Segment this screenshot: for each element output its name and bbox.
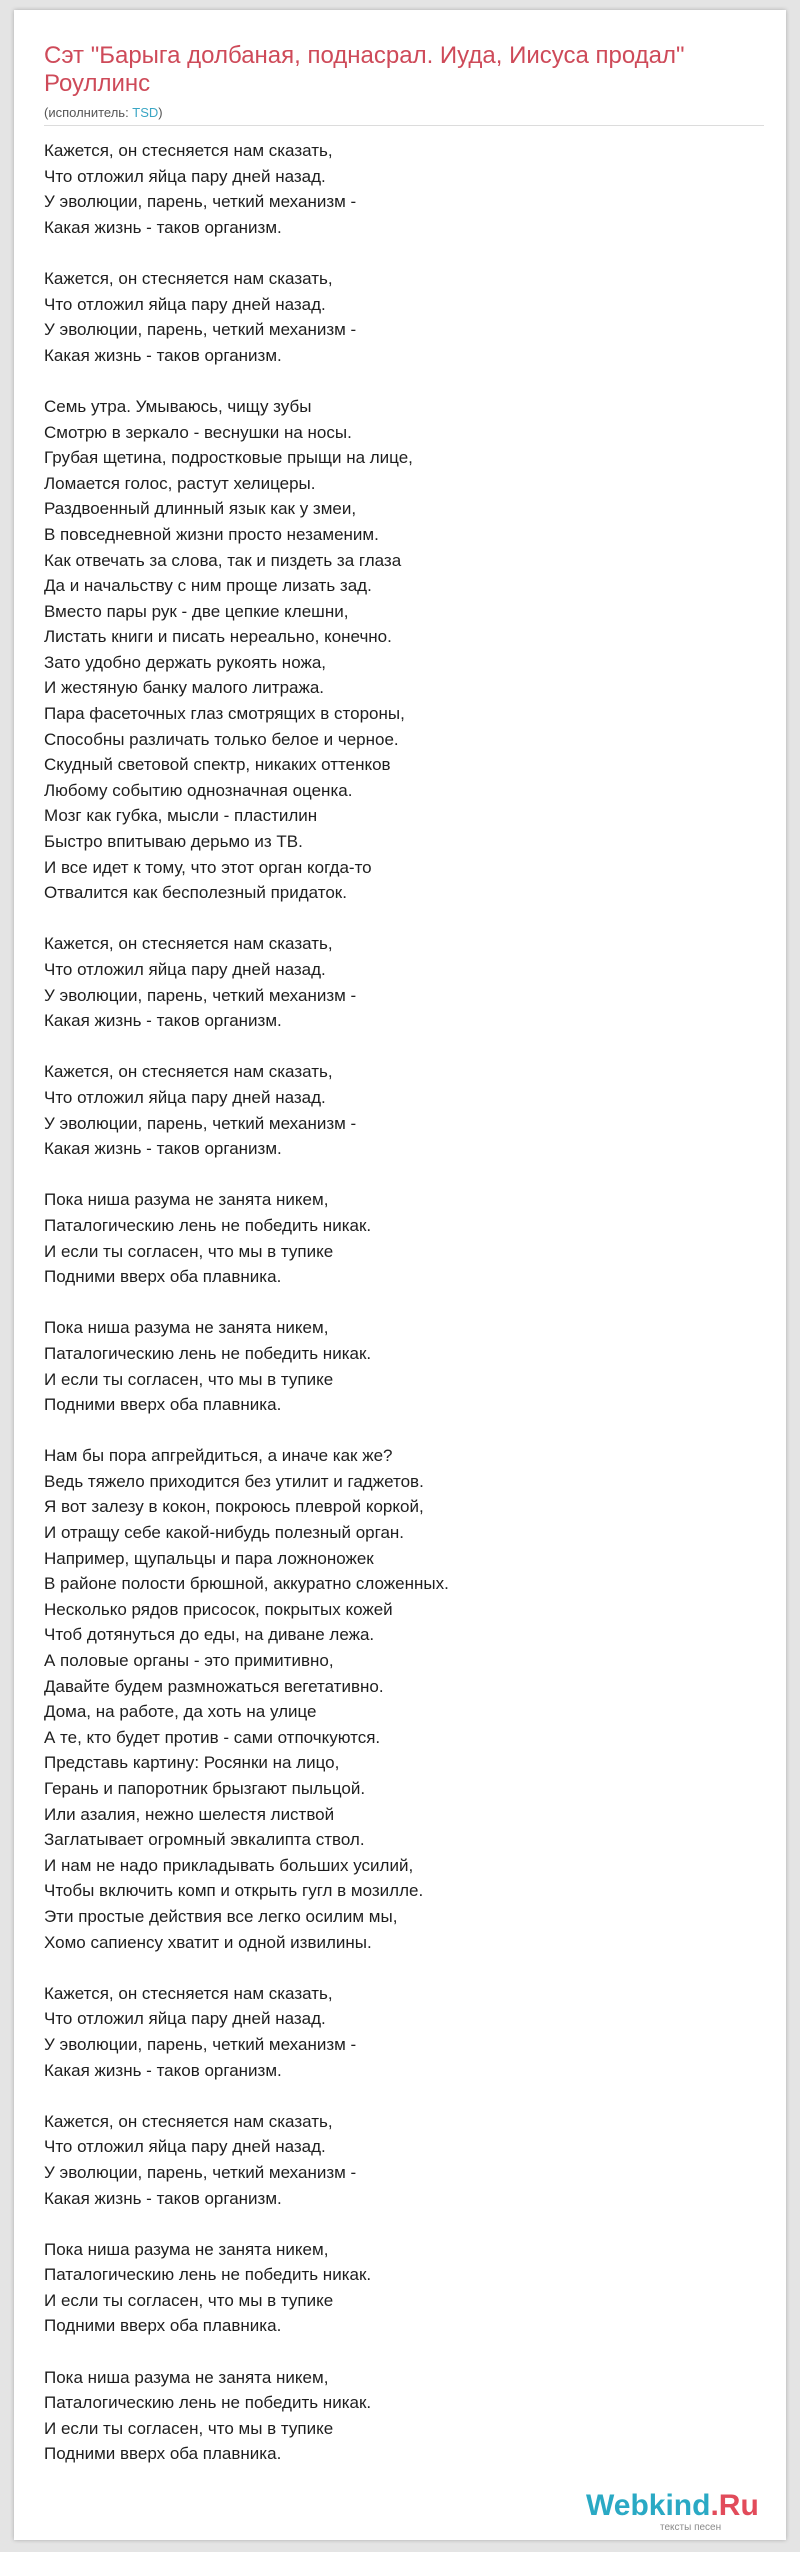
lyrics-line: Эти простые действия все легко осилим мы,	[44, 1906, 398, 1926]
lyrics-line: У эволюции, парень, четкий механизм -	[44, 985, 357, 1005]
lyrics-line: Раздвоенный длинный язык как у змеи,	[44, 499, 357, 519]
lyrics-line: А те, кто будет против - сами отпочкуются.	[44, 1727, 381, 1747]
lyrics-line: Ломается голос, растут хелицеры.	[44, 473, 316, 493]
performer-line	[44, 105, 163, 121]
lyrics-line: Какая жизнь - таков организм.	[44, 217, 282, 237]
lyrics-line: Чтоб дотянуться до еды, на диване лежа.	[44, 1625, 375, 1645]
lyrics-stanza	[44, 2237, 764, 2339]
lyrics-line: Несколько рядов присосок, покрытых кожей	[44, 1599, 393, 1619]
lyrics-line: У эволюции, парень, четкий механизм -	[44, 320, 357, 340]
lyrics-line: Какая жизнь - таков организм.	[44, 345, 282, 365]
lyrics-line: И отращу себе какой-нибудь полезный орган.	[44, 1523, 405, 1543]
lyrics-stanza	[44, 138, 764, 240]
logo-domain: .Ru	[710, 2489, 759, 2522]
lyrics-line: Пара фасеточных глаз смотрящих в стороны,	[44, 704, 405, 724]
lyrics-line: Что отложил яйца пару дней назад.	[44, 960, 326, 979]
lyrics-stanza	[44, 1443, 764, 1955]
lyrics-line: Дома, на работе, да хоть на улице	[44, 1702, 317, 1722]
lyrics-stanza	[44, 2365, 764, 2467]
lyrics-line: Герань и папоротник брызгают пыльцой.	[44, 1779, 366, 1798]
lyrics-line: У эволюции, парень, четкий механизм -	[44, 2034, 357, 2054]
lyrics-line: Кажется, он стесняется нам сказать,	[44, 141, 333, 160]
lyrics-stanza	[44, 1981, 764, 2083]
lyrics-line: Паталогическию лень не победить никак.	[44, 2393, 372, 2413]
lyrics-line: Паталогическию лень не победить никак.	[44, 2265, 372, 2285]
lyrics-line: Или азалия, нежно шелестя листвой	[44, 1804, 335, 1824]
lyrics-line: Какая жизнь - таков организм.	[44, 2188, 282, 2208]
lyrics-stanza	[44, 1315, 764, 1417]
lyrics-line: Скудный световой спектр, никаких оттенков	[44, 755, 391, 775]
lyrics-line: В районе полости брюшной, аккуратно сложенных.	[44, 1574, 449, 1594]
lyrics-line: Пока ниша разума не занята никем,	[44, 1318, 329, 1338]
lyrics-line: Способны различать только белое и черное.	[44, 729, 399, 749]
lyrics-line: В повседневной жизни просто незаменим.	[44, 524, 379, 544]
lyrics-stanza	[44, 931, 764, 1033]
lyrics-line: А половые органы - это примитивно,	[44, 1651, 334, 1671]
lyrics-line: Какая жизнь - таков организм.	[44, 1011, 282, 1031]
lyrics-line: Например, щупальцы и пара ложноножек	[44, 1548, 374, 1568]
lyrics-line: Я вот залезу в кокон, покроюсь плеврой коркой,	[44, 1497, 424, 1517]
lyrics-line: Кажется, он стесняется нам сказать,	[44, 2111, 333, 2131]
lyrics-line: Что отложил яйца пару дней назад.	[44, 2009, 326, 2029]
lyrics-stanza	[44, 1059, 764, 1161]
lyrics-line: Подними вверх оба плавника.	[44, 2316, 282, 2336]
lyrics-line: Что отложил яйца пару дней назад.	[44, 294, 326, 314]
lyrics-line: И жестяную банку малого литража.	[44, 678, 325, 698]
title-divider	[44, 125, 764, 126]
lyrics-line: Чтобы включить комп и открыть гугл в мозилле.	[44, 1881, 424, 1901]
lyrics-line: Кажется, он стесняется нам сказать,	[44, 1062, 333, 1082]
lyrics-line: Какая жизнь - таков организм.	[44, 2060, 282, 2080]
performer-suffix: )	[158, 105, 163, 120]
lyrics-line: У эволюции, парень, четкий механизм -	[44, 192, 357, 212]
performer-prefix: (исполнитель:	[44, 105, 133, 120]
lyrics-line: Листать книги и писать нереально, конечно.	[44, 627, 392, 647]
lyrics-line: Кажется, он стесняется нам сказать,	[44, 268, 333, 288]
lyrics-line: Подними вверх оба плавника.	[44, 2444, 282, 2464]
lyrics-line: Кажется, он стесняется нам сказать,	[44, 934, 333, 954]
lyrics-line: Давайте будем размножаться вегетативно.	[44, 1676, 384, 1696]
lyrics-page	[14, 10, 786, 2540]
logo-tagline: тексты песен	[660, 2522, 722, 2533]
webkind-logo[interactable]	[586, 2488, 786, 2538]
lyrics-line: Как отвечать за слова, так и пиздеть за глаза	[44, 550, 402, 570]
lyrics-line: Заглатывает огромный эвкалипта ствол.	[44, 1830, 365, 1850]
lyrics-line: Смотрю в зеркало - веснушки на носы.	[44, 422, 352, 442]
lyrics-line: Ведь тяжело приходится без утилит и гаджетов.	[44, 1471, 424, 1491]
lyrics-text	[44, 138, 764, 2493]
lyrics-line: Семь утра. Умываюсь, чищу зубы	[44, 396, 312, 416]
lyrics-line: И если ты согласен, что мы в тупике	[44, 2418, 334, 2438]
lyrics-line: Мозг как губка, мысли - пластилин	[44, 806, 318, 826]
lyrics-line: Грубая щетина, подростковые прыщи на лице,	[44, 448, 413, 468]
lyrics-line: Паталогическию лень не победить никак.	[44, 1343, 372, 1363]
logo-wordmark	[586, 2488, 759, 2524]
lyrics-line: И если ты согласен, что мы в тупике	[44, 1241, 334, 1261]
lyrics-line: Что отложил яйца пару дней назад.	[44, 1087, 326, 1107]
lyrics-line: Отвалится как бесполезный придаток.	[44, 883, 347, 903]
lyrics-line: Зато удобно держать рукоять ножа,	[44, 652, 327, 672]
lyrics-line: Пока ниша разума не занята никем,	[44, 1190, 329, 1210]
lyrics-line: Что отложил яйца пару дней назад.	[44, 166, 326, 186]
song-title: Сэт "Барыга долбаная, поднасрал. Иуда, Иисуса продал" Роуллинс	[44, 42, 685, 97]
lyrics-stanza	[44, 394, 764, 906]
lyrics-line: Что отложил яйца пару дней назад.	[44, 2137, 326, 2157]
lyrics-line: Подними вверх оба плавника.	[44, 1267, 282, 1287]
lyrics-stanza	[44, 2109, 764, 2211]
lyrics-line: Вместо пары рук - две цепкие клешни,	[44, 601, 349, 621]
lyrics-line: И если ты согласен, что мы в тупике	[44, 1369, 334, 1389]
lyrics-stanza	[44, 266, 764, 368]
lyrics-line: Любому событию однозначная оценка.	[44, 780, 353, 800]
lyrics-line: Представь картину: Росянки на лицо,	[44, 1753, 340, 1773]
logo-name: Webkind	[586, 2489, 711, 2522]
lyrics-line: Хомо сапиенсу хватит и одной извилины.	[44, 1932, 372, 1952]
lyrics-line: Быстро впитываю дерьмо из ТВ.	[44, 832, 303, 852]
lyrics-line: У эволюции, парень, четкий механизм -	[44, 2162, 357, 2182]
lyrics-line: Да и начальству с ним проще лизать зад.	[44, 576, 372, 596]
lyrics-line: Кажется, он стесняется нам сказать,	[44, 1983, 333, 2003]
lyrics-line: Нам бы пора апгрейдиться, а иначе как же?	[44, 1446, 393, 1466]
lyrics-stanza	[44, 1187, 764, 1289]
lyrics-line: Подними вверх оба плавника.	[44, 1395, 282, 1415]
lyrics-line: Паталогическию лень не победить никак.	[44, 1215, 372, 1235]
lyrics-line: И если ты согласен, что мы в тупике	[44, 2290, 334, 2310]
lyrics-line: И все идет к тому, что этот орган когда-то	[44, 857, 372, 877]
lyrics-line: Какая жизнь - таков организм.	[44, 1139, 282, 1159]
lyrics-line: Пока ниша разума не занята никем,	[44, 2367, 329, 2387]
performer-link[interactable]: TSD	[132, 105, 159, 120]
lyrics-line: Пока ниша разума не занята никем,	[44, 2239, 329, 2259]
lyrics-line: И нам не надо прикладывать больших усилий,	[44, 1855, 414, 1875]
lyrics-line: У эволюции, парень, четкий механизм -	[44, 1113, 357, 1133]
